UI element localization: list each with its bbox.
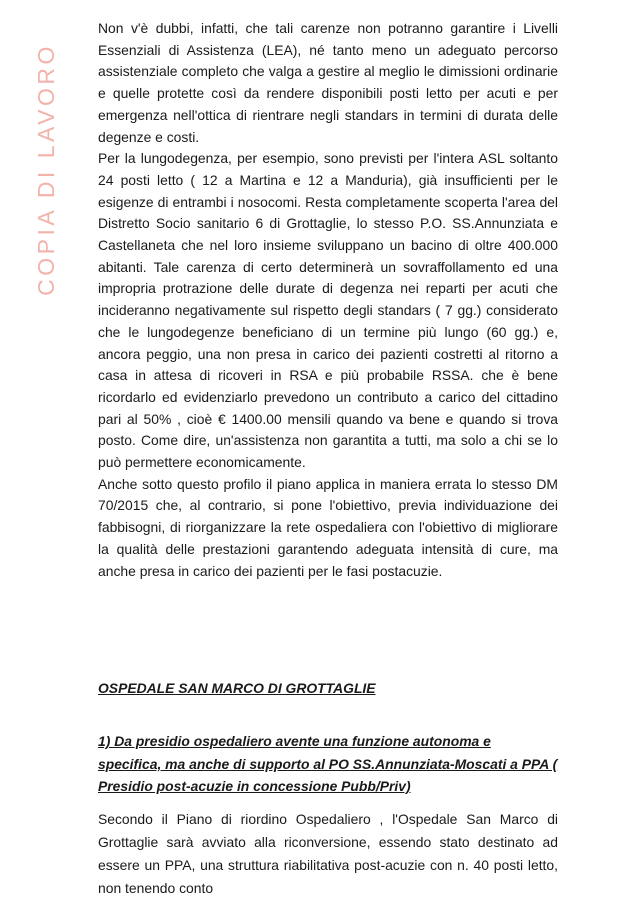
paragraph-lea: Non v'è dubbi, infatti, che tali carenze non potranno garantire i Livelli Essenziali di Assistenza (LEA), né tanto meno un adeguato percorso assistenziale completo che valga a gestire al meglio le dimissioni ordinarie e quelle protette così da rendere disponibili posti letto per acuti e per emergenza nell'ottica di rientrare negli standars in termini di durata delle degenze e costi. [98,20,558,145]
subsection-title: 1) Da presidio ospedaliero avente una funzione autonoma e specifica, ma anche di supporto al PO SS.Annunziata-Moscati a PPA ( Presidio post-acuzie in concessione Pubb/Priv) [98,733,558,794]
section-title: OSPEDALE SAN MARCO DI GROTTAGLIE [98,680,376,696]
watermark [33,34,59,304]
paragraph-lungodegenza: Per la lungodegenza, per esempio, sono previsti per l'intera ASL soltanto 24 posti letto ( 12 a Martina e 12 a Manduria), già insufficienti per le esigenze di entrambi i nosocomi. Resta completamente scoperta l'area del Distretto Socio sanitario 6 di Grottaglie, lo stesso P.O. SS.Annunziata e Castellaneta che nel loro insieme sviluppano un bacino di oltre 400.000 abitanti. Tale carenza di certo determinerà un sovraffollamento ed una impropria protrazione delle durate di degenza nei reparti per acuti che incideranno negativamente sul rispetto degli standars ( 7 gg.) considerato che le lungodegenze beneficiano di un termine più lungo (60 gg.) e, ancora peggio, una non presa in carico dei pazienti costretti al ritorno a casa in attesa di ricoveri in RSA e più probabile RSSA. che è bene ricordarlo ed evidenziarlo prevedono un contributo a carico del cittadino pari al 50% , cioè € 1400.00 mensili quando va bene e quando si trova posto. Come dire, un'assistenza non garantita a tutti, ma solo a chi se lo può permettere economicamente. [98,150,558,471]
document-body [98,18,558,582]
paragraph-riordino: Secondo il Piano di riordino Ospedaliero , l'Ospedale San Marco di Grottaglie sarà avviato alla riconversione, essendo stato destinato ad essere un PPA, una struttura riabilitativa post-acuzie con n. 40 posti letto, non tenendo conto [98,811,558,896]
watermark-text: COPIA DI LAVORO [32,42,59,296]
paragraph-dm70: Anche sotto questo profilo il piano applica in maniera errata lo stesso DM 70/2015 che, al contrario, si pone l'obiettivo, previa individuazione dei fabbisogni, di riorganizzare la rete ospedaliera con l'obiettivo di migliorare la qualità delle prestazioni garantendo adeguata intensità di cure, ma anche presa in carico dei pazienti per le fasi postacuzie. [98,475,558,579]
